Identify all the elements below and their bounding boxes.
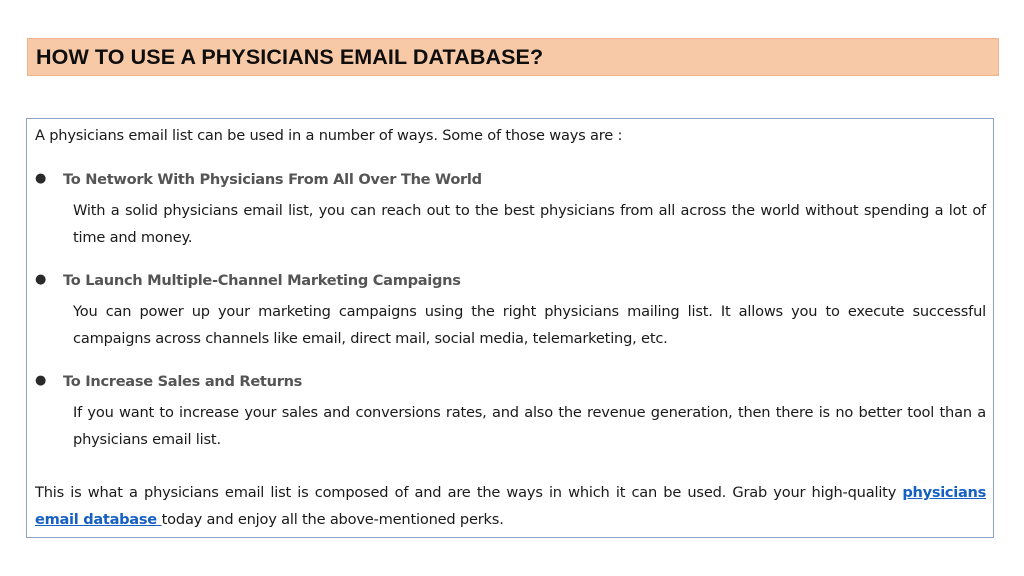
bullet-icon: ● — [35, 373, 47, 388]
bullet-icon: ● — [35, 171, 47, 186]
database-link[interactable]: physicians email database — [35, 484, 986, 528]
list-item-body: You can power up your marketing campaigns using the right physicians mailing list. It allows you to execute successful campaigns across channels like email, direct mail, social media, telemarketing, etc. — [73, 303, 986, 347]
closing-text-end: today and enjoy all the above-mentioned perks. — [161, 511, 504, 528]
intro-text: A physicians email list can be used in a number of ways. Some of those ways are : — [35, 127, 623, 144]
list-item-heading: To Launch Multiple-Channel Marketing Campaigns — [63, 272, 461, 289]
list-item-heading: To Network With Physicians From All Over The World — [63, 171, 482, 188]
closing-paragraph — [35, 479, 986, 533]
title-banner — [27, 38, 999, 76]
bullet-icon: ● — [35, 272, 47, 287]
closing-text-start: This is what a physicians email list is composed of and are the ways in which it can be used. Grab your high-quality — [35, 484, 903, 501]
list-item-body: If you want to increase your sales and conversions rates, and also the revenue generation, then there is no better tool than a physicians email list. — [73, 404, 986, 448]
list-item-body: With a solid physicians email list, you can reach out to the best physicians from all across the world without spending a lot of time and money. — [73, 202, 986, 246]
list-item-heading: To Increase Sales and Returns — [63, 373, 303, 390]
content-panel — [26, 118, 994, 538]
page-title: HOW TO USE A PHYSICIANS EMAIL DATABASE? — [36, 45, 544, 69]
